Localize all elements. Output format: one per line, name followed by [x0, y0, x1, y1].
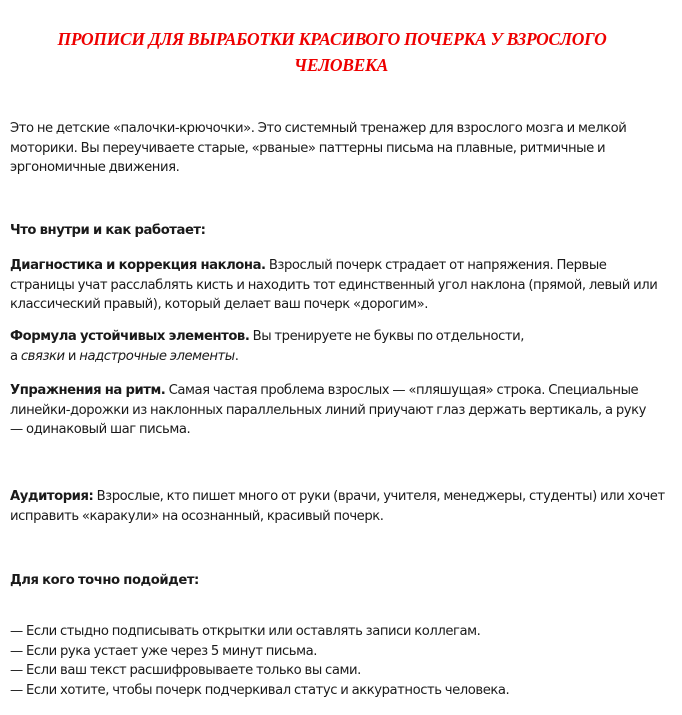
how-it-works-heading — [10, 221, 670, 241]
how-it-works-heading-text: Что внутри и как работает: — [10, 223, 206, 238]
rhythm-paragraph — [10, 381, 670, 440]
formula-mid: и — [64, 348, 80, 364]
rhythm-title: Упражнения на ритм. — [10, 383, 166, 398]
diagnostics-line-3: классический правый), который делает ваш почерк «дорогим». — [10, 297, 428, 312]
audience-line-1 — [10, 487, 670, 507]
who-fits-heading — [10, 571, 670, 591]
formula-prefix: а — [10, 348, 21, 364]
formula-title: Формула устойчивых элементов. — [10, 329, 250, 344]
formula-italic-ligatures: связки — [20, 348, 65, 364]
list-item: — Если хотите, чтобы почерк подчеркивал статус и аккуратность человека. — [10, 682, 510, 698]
intro-paragraph — [10, 119, 670, 178]
rhythm-text: Самая частая проблема взрослых — «пляшущая» строка. Специальные — [165, 383, 639, 398]
intro-line: моторики. Вы переучиваете старые, «рваные» паттерны письма на плавные, ритмичные и — [10, 140, 606, 156]
rhythm-line-2: линейки-дорожки из наклонных параллельных линий приучают глаз держать вертикаль, а руку — [10, 402, 647, 418]
rhythm-line-3: — одинаковый шаг письма. — [10, 422, 191, 437]
diagnostics-title: Диагностика и коррекция наклона. — [10, 258, 266, 273]
rhythm-line-1 — [10, 381, 670, 401]
diagnostics-text: Взрослый почерк страдает от напряжения. Первые — [265, 258, 607, 273]
intro-line: эргономичные движения. — [10, 160, 180, 175]
intro-line: Это не детские «палочки-крючочки». Это системный тренажер для взрослого мозга и мелкой — [10, 121, 627, 136]
page-title-line-1: ПРОПИСИ ДЛЯ ВЫРАБОТКИ КРАСИВОГО ПОЧЕРКА У ВЗРОСЛОГО — [57, 28, 607, 49]
formula-line-1 — [10, 327, 670, 347]
who-fits-list — [10, 622, 670, 700]
who-fits-heading-text: Для кого точно подойдет: — [10, 573, 199, 588]
diagnostics-line-2: страницы учат расслаблять кисть и находить тот единственный угол наклона (прямой, левый или — [10, 277, 658, 293]
list-item: — Если стыдно подписывать открытки или оставлять записи коллегам. — [10, 624, 481, 639]
formula-italic-superscript: надстрочные элементы — [79, 348, 235, 364]
list-item: — Если ваш текст расшифровываете только вы сами. — [10, 663, 361, 678]
page-title-line-2: ЧЕЛОВЕКА — [294, 54, 388, 75]
diagnostics-line-1 — [10, 256, 670, 276]
audience-paragraph — [10, 487, 670, 526]
audience-line-2: исправить «каракули» на осознанный, красивый почерк. — [10, 508, 384, 524]
diagnostics-paragraph — [10, 256, 670, 315]
page-title — [0, 26, 682, 78]
list-item: — Если рука устает уже через 5 минут письма. — [10, 643, 317, 659]
audience-text: Взрослые, кто пишет много от руки (врачи, учителя, менеджеры, студенты) или хочет — [93, 489, 665, 504]
audience-title: Аудитория: — [10, 489, 94, 504]
formula-text: Вы тренируете не буквы по отдельности, — [249, 329, 524, 344]
formula-line-2 — [10, 347, 670, 367]
formula-paragraph — [10, 327, 670, 366]
formula-suffix: . — [234, 348, 239, 364]
